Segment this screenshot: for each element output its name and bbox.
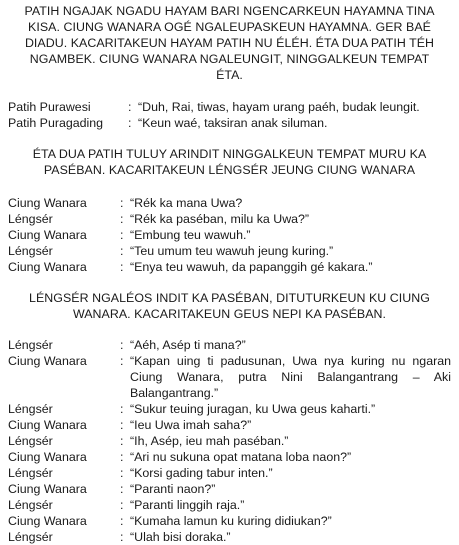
dialogue-row xyxy=(8,99,451,115)
speaker-name: Léngsér xyxy=(8,402,53,416)
narration-line: WANARA. KACARITAKEUN GEUS NEPI KA PASÉBAN. xyxy=(72,307,387,321)
speaker-name: Léngsér xyxy=(8,498,53,512)
dialogue-row xyxy=(8,449,451,465)
dialogue-row xyxy=(8,353,451,401)
dialogue-block-3 xyxy=(8,337,451,545)
dialogue-row xyxy=(8,497,451,513)
colon-separator: : xyxy=(120,212,124,226)
dialogue-text: “Paranti naon?” xyxy=(130,482,216,496)
speaker-name: Ciung Wanara xyxy=(8,354,87,368)
colon-separator: : xyxy=(128,100,132,114)
dialogue-block-1 xyxy=(8,99,451,131)
narration-block-3 xyxy=(8,290,451,322)
dialogue-row xyxy=(8,481,451,497)
narration-line: LÉNGSÉR NGALÉOS INDIT KA PASÉBAN, DITUTURKEUN KU CIUNG xyxy=(29,291,430,305)
colon-separator: : xyxy=(120,338,124,352)
speaker-name: Léngsér xyxy=(8,466,53,480)
dialogue-text: “Rék ka mana Uwa? xyxy=(130,196,243,210)
dialogue-text: “Duh, Rai, tiwas, hayam urang paéh, budak leungit. xyxy=(138,100,420,114)
colon-separator: : xyxy=(120,244,124,258)
narration-line: ÉTA. xyxy=(216,68,243,82)
speaker-name: Patih Puragading xyxy=(8,116,104,130)
colon-separator: : xyxy=(120,434,124,448)
colon-separator: : xyxy=(120,514,124,528)
colon-separator: : xyxy=(120,354,124,368)
narration-line: PATIH NGAJAK NGADU HAYAM BARI NGENCARKEUN HAYAMNA TINA xyxy=(24,4,435,18)
speaker-name: Léngsér xyxy=(8,212,53,226)
dialogue-row xyxy=(8,227,451,243)
colon-separator: : xyxy=(120,466,124,480)
colon-separator: : xyxy=(120,418,124,432)
colon-separator: : xyxy=(120,530,124,544)
colon-separator: : xyxy=(120,228,124,242)
dialogue-text: “Aéh, Asép ti mana?” xyxy=(130,338,246,352)
dialogue-row xyxy=(8,195,451,211)
narration-line: ÉTA DUA PATIH TULUY ARINDIT NINGGALKEUN TEMPAT MURU KA xyxy=(32,147,427,161)
dialogue-text: “Ieu Uwa imah saha?” xyxy=(130,418,252,432)
narration-line: DIADU. KACARITAKEUN HAYAM PATIH NU ÉLÉH. ÉTA DUA PATIH TÉH xyxy=(24,36,435,50)
speaker-name: Ciung Wanara xyxy=(8,450,87,464)
dialogue-text: “Embung teu wawuh.” xyxy=(130,228,251,242)
colon-separator: : xyxy=(120,450,124,464)
dialogue-block-2 xyxy=(8,195,451,275)
speaker-name: Léngsér xyxy=(8,434,53,448)
colon-separator: : xyxy=(128,116,132,130)
dialogue-text: “Rék ka paséban, milu ka Uwa?” xyxy=(130,212,310,226)
dialogue-row xyxy=(8,211,451,227)
narration-line: KISA. CIUNG WANARA OGÉ NGALEUPASKEUN HAYAMNA. GER BAÉ xyxy=(28,20,431,34)
narration-line: PASÉBAN. KACARITAKEUN LÉNGSÉR JEUNG CIUNG WANARA xyxy=(43,163,416,177)
speaker-name: Ciung Wanara xyxy=(8,260,87,274)
dialogue-text: “Ulah bisi doraka.” xyxy=(130,530,231,544)
speaker-name: Ciung Wanara xyxy=(8,418,87,432)
speaker-name: Léngsér xyxy=(8,244,53,258)
dialogue-text: “Kumaha lamun ku kuring didiukan?” xyxy=(130,514,332,528)
colon-separator: : xyxy=(120,482,124,496)
dialogue-row xyxy=(8,465,451,481)
colon-separator: : xyxy=(120,498,124,512)
dialogue-row xyxy=(8,529,451,545)
speaker-name: Ciung Wanara xyxy=(8,514,87,528)
narration-block-1 xyxy=(8,3,451,83)
colon-separator: : xyxy=(120,260,124,274)
narration-block-2 xyxy=(8,146,451,178)
speaker-name: Léngsér xyxy=(8,338,53,352)
dialogue-text: “Teu umum teu wawuh jeung kuring.” xyxy=(130,244,334,258)
dialogue-text: “Korsi gading tabur inten.” xyxy=(130,466,273,480)
dialogue-text: “Paranti linggih raja.” xyxy=(130,498,245,512)
dialogue-row xyxy=(8,243,451,259)
dialogue-row xyxy=(8,513,451,529)
dialogue-text: “Sukur teuing juragan, ku Uwa geus kaharti.” xyxy=(130,402,376,416)
dialogue-text: “Ih, Asép, ieu mah paséban.” xyxy=(130,434,289,448)
dialogue-row xyxy=(8,337,451,353)
speaker-name: Léngsér xyxy=(8,530,53,544)
speaker-name: Ciung Wanara xyxy=(8,482,87,496)
speaker-name: Ciung Wanara xyxy=(8,228,87,242)
dialogue-row xyxy=(8,401,451,417)
dialogue-text: “Kapan uing ti padusunan, Uwa nya kuring nu ngaran Ciung Wanara, putra Nini Balangantrang – Aki Balangantrang.” xyxy=(130,354,451,400)
dialogue-text: “Ari nu sukuna opat matana loba naon?” xyxy=(130,450,352,464)
dialogue-row xyxy=(8,259,451,275)
dialogue-text: “Enya teu wawuh, da papanggih gé kakara.” xyxy=(130,260,373,274)
narration-line: NGAMBEK. CIUNG WANARA NGALEUNGIT, NINGGALKEUN TEMPAT xyxy=(29,52,430,66)
dialogue-text: “Keun waé, taksiran anak siluman. xyxy=(138,116,328,130)
speaker-name: Patih Purawesi xyxy=(8,100,91,114)
dialogue-row xyxy=(8,115,451,131)
colon-separator: : xyxy=(120,402,124,416)
speaker-name: Ciung Wanara xyxy=(8,196,87,210)
dialogue-row xyxy=(8,433,451,449)
dialogue-row xyxy=(8,417,451,433)
colon-separator: : xyxy=(120,196,124,210)
